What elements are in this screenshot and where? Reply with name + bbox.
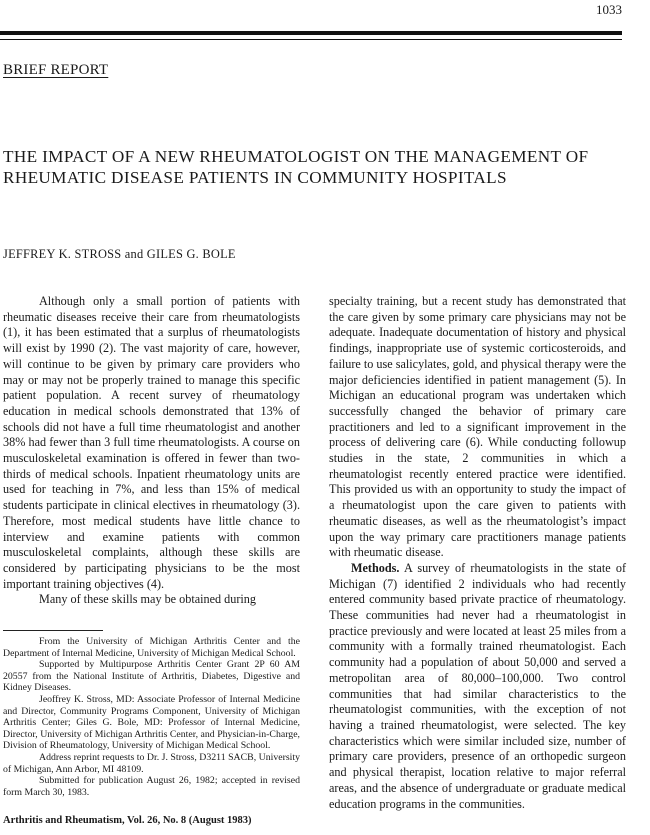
header-rule xyxy=(0,31,622,35)
methods-text: A survey of rheumatologists in the state of Michigan (7) identified 2 individuals who had recently entered community based private practice of rheumatology. These communities had never had a rheumatologist in practice previously and were located at least 25 miles from a community with a formally trained rheumatologist. Each community had a population of about 50,000 and served a metropolitan area of 80,000–100,000. Two control communities that had similar characteristics to the rheumatologist communities, with the exception of not having a trained rheumatologist, were selected. The key characteristics which were similar included size, number of primary care providers, presence of an orthopedic surgeon and physical therapist, location relative to major referral areas, and the absence of undergraduate or graduate medical education programs in the communities. xyxy=(329,560,627,811)
footnote-rule xyxy=(3,630,103,631)
footnote: Supported by Multipurpose Arthritis Center Grant 2P 60 AM 20557 from the National Institute of Arthritis, Diabetes, Digestive and Kidney Diseases. xyxy=(3,659,300,694)
journal-citation: Arthritis and Rheumatism, Vol. 26, No. 8 (August 1983) xyxy=(3,815,252,826)
body-paragraph: Although only a small portion of patients with rheumatic diseases receive their care from rheumatologists (1), it has been estimated that a surplus of rheumatologists will exist by 1990 (2). The vast majority of care, however, will continue to be given by primary care providers who may or may not be properly trained to manage this specific patient population. A recent survey of rheumatology education in medical schools demonstrated that 13% of schools did not have a full time rheumatologist and another 38% had fewer than 3 full time rheumatologists. A course on musculoskeletal examination is offered in fewer than two-thirds of medical schools. Inpatient rheumatology units are used for teaching in 7%, and less than 15% of medical students participate in clinical electives in rheumatology (3). Therefore, most medical students have little chance to interview and examine patients with common musculoskeletal complaints, although these skills are considered by participating physicians to be the most important training objectives (4). xyxy=(3,294,300,591)
methods-paragraph xyxy=(329,561,626,812)
article-title: THE IMPACT OF A NEW RHEUMATOLOGIST ON THE MANAGEMENT OF RHEUMATIC DISEASE PATIENTS IN COMMUNITY HOSPITALS xyxy=(3,147,589,187)
section-label: BRIEF REPORT xyxy=(3,62,109,78)
body-paragraph: specialty training, but a recent study has demonstrated that the care given by some primary care physicians may not be adequate. Inadequate documentation of history and physical findings, inappropriate use of systemic corticosteroids, and failure to use salicylates, gold, and physical therapy were the major deficiencies identified in patient management (5). In Michigan an educational program was undertaken which successfully changed the behavior of primary care practitioners and led to a significant improvement in the process of delivering care (6). While conducting followup studies in the state, 2 communities in which a rheumatologist recently entered practice were identified. This provided us with an opportunity to study the impact of a rheumatologist upon the care given to patients with rheumatic diseases, as well as the rheumatologist’s impact upon the way primary care practitioners manage patients with rheumatic disease. xyxy=(329,294,626,560)
footnote: Jeoffrey K. Stross, MD: Associate Professor of Internal Medicine and Director, Community Programs Component, University of Michigan Arthritis Center; Giles G. Bole, MD: Professor of Internal Medicine, Director, University of Michigan Arthritis Center, and Physician-in-Charge, Division of Rheumatology, University of Michigan Medical School. xyxy=(3,693,300,752)
page-number: 1033 xyxy=(596,2,622,17)
left-column xyxy=(3,294,300,608)
footnotes xyxy=(3,636,300,798)
author-line: JEFFREY K. STROSS and GILES G. BOLE xyxy=(3,247,236,261)
header-rule-thin xyxy=(0,39,622,40)
right-column xyxy=(329,294,626,812)
body-paragraph: Many of these skills may be obtained during xyxy=(39,592,256,607)
footnote: Submitted for publication August 26, 1982; accepted in revised form March 30, 1983. xyxy=(3,775,300,798)
footnote: From the University of Michigan Arthritis Center and the Department of Internal Medicine, University of Michigan Medical School. xyxy=(3,636,300,659)
methods-heading: Methods. xyxy=(351,560,400,575)
footnote: Address reprint requests to Dr. J. Stross, D3211 SACB, University of Michigan, Ann Arbor, MI 48109. xyxy=(3,751,300,775)
